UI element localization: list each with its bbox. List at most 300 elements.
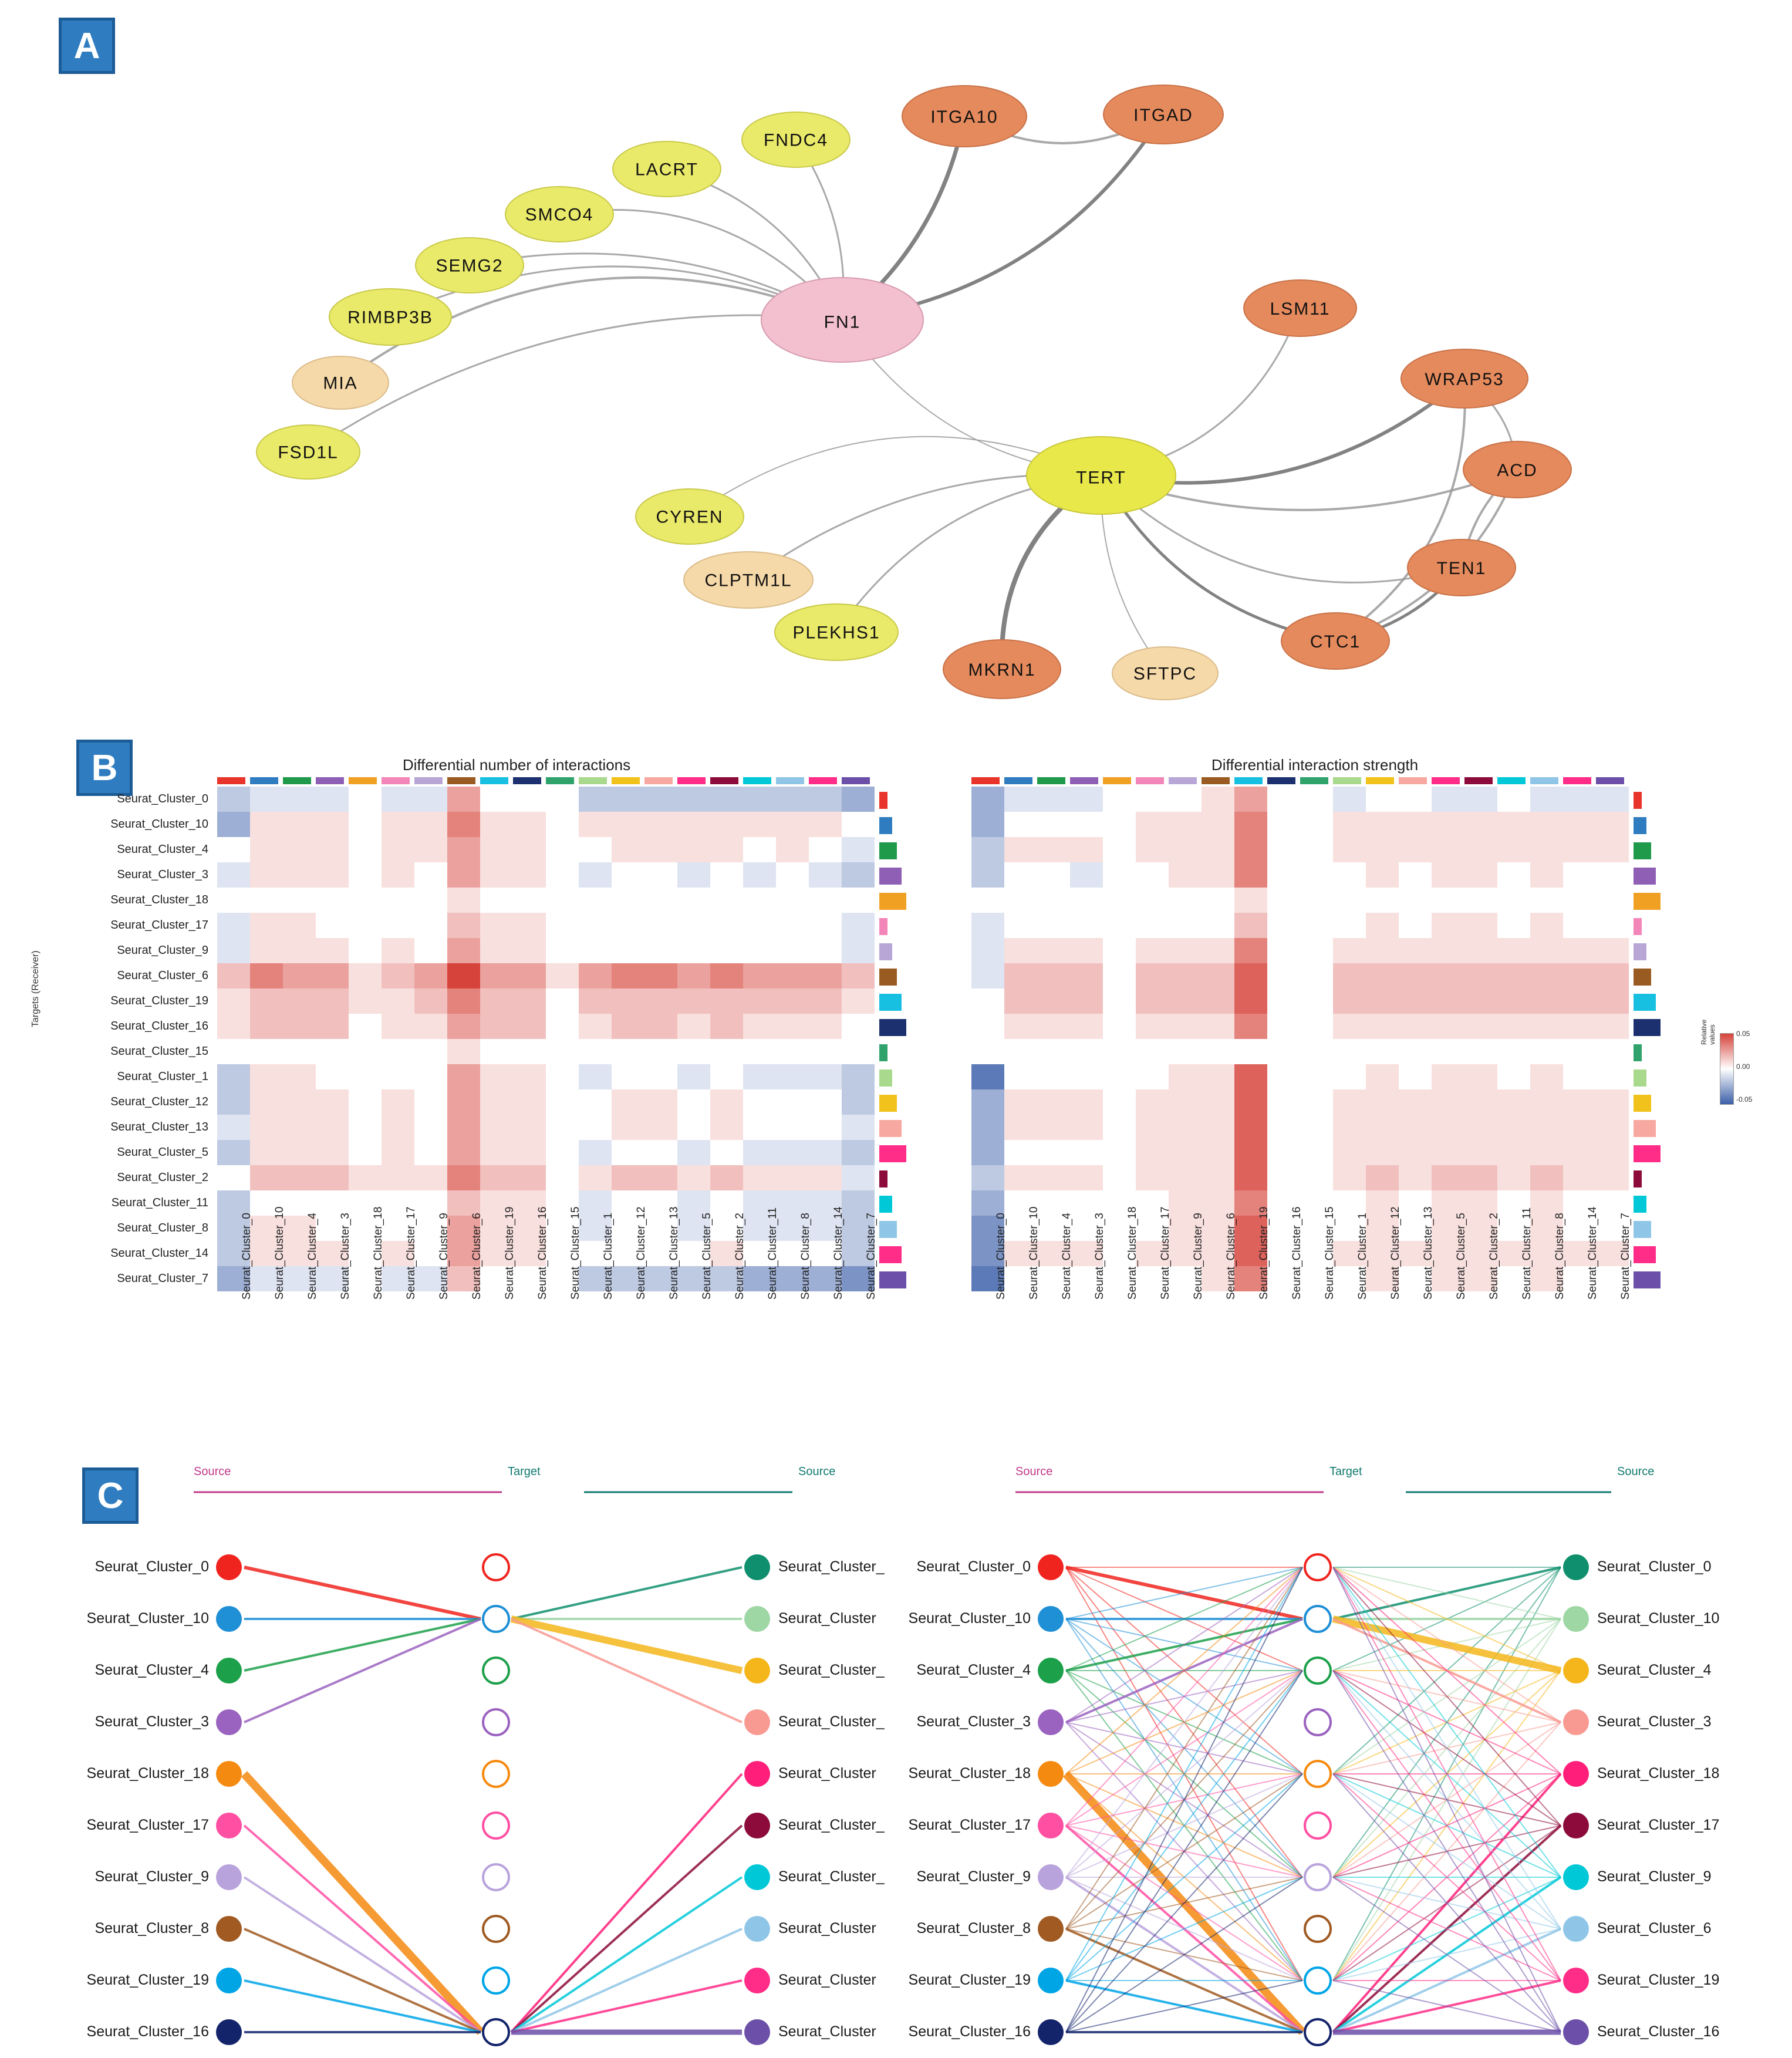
source-node-right[interactable]	[744, 1709, 770, 1735]
source-node-right[interactable]	[744, 2019, 770, 2045]
heatmap-cell[interactable]	[743, 888, 776, 913]
heatmap-cell[interactable]	[842, 1165, 875, 1190]
heatmap-cell[interactable]	[1596, 913, 1629, 938]
heatmap-cell[interactable]	[809, 888, 842, 913]
heatmap-cell[interactable]	[1267, 988, 1300, 1014]
heatmap-cell[interactable]	[283, 988, 316, 1014]
heatmap-cell[interactable]	[513, 812, 546, 837]
network-node-lsm11[interactable]	[1244, 280, 1356, 336]
heatmap-cell[interactable]	[1267, 1039, 1300, 1064]
heatmap-cell[interactable]	[283, 1165, 316, 1190]
source-node[interactable]	[1038, 1864, 1064, 1890]
heatmap-cell[interactable]	[1497, 812, 1530, 837]
heatmap-cell[interactable]	[283, 1014, 316, 1039]
heatmap-cell[interactable]	[250, 1064, 283, 1089]
heatmap-cell[interactable]	[809, 1014, 842, 1039]
heatmap-cell[interactable]	[579, 1014, 612, 1039]
heatmap-cell[interactable]	[1530, 888, 1563, 913]
heatmap-cell[interactable]	[971, 862, 1004, 888]
heatmap-cell[interactable]	[1596, 1165, 1629, 1190]
source-node[interactable]	[1038, 1968, 1064, 1993]
heatmap-cell[interactable]	[971, 888, 1004, 913]
heatmap-cell[interactable]	[1399, 1039, 1432, 1064]
heatmap-cell[interactable]	[250, 1165, 283, 1190]
heatmap-cell[interactable]	[971, 913, 1004, 938]
heatmap-cell[interactable]	[1169, 1165, 1202, 1190]
heatmap-cell[interactable]	[447, 988, 480, 1014]
heatmap-cell[interactable]	[1596, 862, 1629, 888]
heatmap-cell[interactable]	[1103, 1140, 1136, 1165]
heatmap-cell[interactable]	[1103, 812, 1136, 837]
heatmap-cell[interactable]	[1563, 1014, 1596, 1039]
source-node-right[interactable]	[744, 1916, 770, 1942]
heatmap-cell[interactable]	[1070, 963, 1103, 988]
heatmap-cell[interactable]	[283, 888, 316, 913]
heatmap-cell[interactable]	[414, 812, 447, 837]
heatmap-cell[interactable]	[971, 1089, 1004, 1115]
heatmap-cell[interactable]	[414, 862, 447, 888]
heatmap-cell[interactable]	[1497, 1115, 1530, 1140]
heatmap-cell[interactable]	[1464, 812, 1497, 837]
heatmap-cell[interactable]	[480, 913, 513, 938]
heatmap-cell[interactable]	[776, 1140, 809, 1165]
heatmap-cell[interactable]	[1333, 963, 1366, 988]
heatmap-cell[interactable]	[1103, 988, 1136, 1014]
heatmap-cell[interactable]	[1333, 1115, 1366, 1140]
heatmap-cell[interactable]	[1530, 1014, 1563, 1039]
source-node-right[interactable]	[744, 1658, 770, 1683]
heatmap-cell[interactable]	[217, 888, 250, 913]
heatmap-cell[interactable]	[1070, 837, 1103, 862]
heatmap-cell[interactable]	[710, 988, 743, 1014]
network-node-itgad[interactable]	[1103, 85, 1223, 144]
heatmap-cell[interactable]	[513, 862, 546, 888]
heatmap-cell[interactable]	[776, 888, 809, 913]
heatmap-cell[interactable]	[447, 963, 480, 988]
heatmap-cell[interactable]	[1596, 1014, 1629, 1039]
heatmap-cell[interactable]	[1563, 1115, 1596, 1140]
heatmap-cell[interactable]	[513, 1064, 546, 1089]
heatmap-cell[interactable]	[480, 963, 513, 988]
heatmap-cell[interactable]	[1530, 913, 1563, 938]
heatmap-cell[interactable]	[710, 837, 743, 862]
network-node-fn1[interactable]	[761, 278, 923, 362]
heatmap-cell[interactable]	[677, 1140, 710, 1165]
heatmap-cell[interactable]	[1399, 1064, 1432, 1089]
heatmap-cell[interactable]	[776, 1064, 809, 1089]
heatmap-cell[interactable]	[1333, 1064, 1366, 1089]
target-node[interactable]	[1305, 1813, 1331, 1838]
heatmap-cell[interactable]	[776, 1165, 809, 1190]
heatmap-cell[interactable]	[316, 1039, 349, 1064]
heatmap-cell[interactable]	[1136, 988, 1169, 1014]
source-node-right[interactable]	[1563, 2019, 1589, 2045]
heatmap-cell[interactable]	[1037, 913, 1070, 938]
heatmap-cell[interactable]	[1497, 1014, 1530, 1039]
heatmap-cell[interactable]	[1366, 1115, 1399, 1140]
heatmap-cell[interactable]	[776, 1115, 809, 1140]
heatmap-cell[interactable]	[1596, 812, 1629, 837]
heatmap-cell[interactable]	[1563, 913, 1596, 938]
heatmap-cell[interactable]	[382, 888, 414, 913]
heatmap-cell[interactable]	[579, 1165, 612, 1190]
heatmap-cell[interactable]	[1399, 1115, 1432, 1140]
heatmap-cell[interactable]	[1103, 787, 1136, 812]
heatmap-cell[interactable]	[677, 988, 710, 1014]
heatmap-cell[interactable]	[1103, 1064, 1136, 1089]
heatmap-cell[interactable]	[1103, 913, 1136, 938]
heatmap-cell[interactable]	[1202, 787, 1234, 812]
heatmap-cell[interactable]	[1136, 1039, 1169, 1064]
heatmap-cell[interactable]	[1037, 888, 1070, 913]
heatmap-cell[interactable]	[316, 1064, 349, 1089]
heatmap-cell[interactable]	[283, 1140, 316, 1165]
heatmap-cell[interactable]	[480, 812, 513, 837]
heatmap-cell[interactable]	[809, 862, 842, 888]
heatmap-cell[interactable]	[1333, 1039, 1366, 1064]
heatmap-cell[interactable]	[1333, 1165, 1366, 1190]
heatmap-cell[interactable]	[1070, 988, 1103, 1014]
heatmap-cell[interactable]	[1432, 1089, 1464, 1115]
heatmap-cell[interactable]	[644, 1064, 677, 1089]
heatmap-cell[interactable]	[710, 913, 743, 938]
heatmap-cell[interactable]	[842, 1140, 875, 1165]
heatmap-cell[interactable]	[1563, 1165, 1596, 1190]
heatmap-cell[interactable]	[1267, 1165, 1300, 1190]
heatmap-cell[interactable]	[612, 1140, 644, 1165]
heatmap-cell[interactable]	[579, 837, 612, 862]
heatmap-cell[interactable]	[579, 913, 612, 938]
heatmap-cell[interactable]	[1596, 1190, 1629, 1216]
heatmap-cell[interactable]	[1202, 1089, 1234, 1115]
heatmap-cell[interactable]	[1004, 963, 1037, 988]
heatmap-cell[interactable]	[1267, 963, 1300, 988]
heatmap-cell[interactable]	[1202, 1014, 1234, 1039]
heatmap-cell[interactable]	[1596, 1064, 1629, 1089]
heatmap-cell[interactable]	[809, 938, 842, 963]
heatmap-cell[interactable]	[480, 1115, 513, 1140]
heatmap-cell[interactable]	[579, 1140, 612, 1165]
heatmap-cell[interactable]	[1136, 862, 1169, 888]
heatmap-cell[interactable]	[250, 1089, 283, 1115]
heatmap-cell[interactable]	[710, 1039, 743, 1064]
heatmap-cell[interactable]	[1103, 1014, 1136, 1039]
heatmap-cell[interactable]	[842, 1014, 875, 1039]
heatmap-cell[interactable]	[1563, 1089, 1596, 1115]
heatmap-cell[interactable]	[447, 1165, 480, 1190]
heatmap-cell[interactable]	[1103, 862, 1136, 888]
heatmap-cell[interactable]	[250, 1014, 283, 1039]
heatmap-cell[interactable]	[1399, 938, 1432, 963]
heatmap-cell[interactable]	[1497, 963, 1530, 988]
target-node[interactable]	[483, 1864, 509, 1890]
heatmap-cell[interactable]	[316, 913, 349, 938]
heatmap-cell[interactable]	[1432, 1190, 1464, 1216]
heatmap-cell[interactable]	[842, 1190, 875, 1216]
heatmap-cell[interactable]	[1234, 938, 1267, 963]
heatmap-cell[interactable]	[546, 913, 579, 938]
heatmap-cell[interactable]	[1596, 1089, 1629, 1115]
heatmap-cell[interactable]	[612, 938, 644, 963]
heatmap-cell[interactable]	[1070, 812, 1103, 837]
heatmap-cell[interactable]	[1596, 888, 1629, 913]
heatmap-cell[interactable]	[809, 812, 842, 837]
heatmap-cell[interactable]	[1267, 862, 1300, 888]
heatmap-cell[interactable]	[546, 787, 579, 812]
heatmap-cell[interactable]	[1497, 1140, 1530, 1165]
heatmap-cell[interactable]	[710, 862, 743, 888]
heatmap-cell[interactable]	[283, 963, 316, 988]
source-node-right[interactable]	[1563, 1554, 1589, 1580]
network-node-smco4[interactable]	[505, 187, 613, 242]
heatmap-cell[interactable]	[447, 1039, 480, 1064]
heatmap-cell[interactable]	[1103, 888, 1136, 913]
heatmap-cell[interactable]	[1464, 1115, 1497, 1140]
heatmap-cell[interactable]	[1464, 1140, 1497, 1165]
heatmap-cell[interactable]	[809, 1115, 842, 1140]
heatmap-cell[interactable]	[677, 938, 710, 963]
heatmap-cell[interactable]	[710, 1089, 743, 1115]
heatmap-cell[interactable]	[316, 812, 349, 837]
heatmap-cell[interactable]	[776, 1190, 809, 1216]
heatmap-cell[interactable]	[677, 913, 710, 938]
heatmap-cell[interactable]	[250, 988, 283, 1014]
heatmap-cell[interactable]	[414, 1039, 447, 1064]
heatmap-cell[interactable]	[1563, 1039, 1596, 1064]
heatmap-cell[interactable]	[971, 1190, 1004, 1216]
heatmap-cell[interactable]	[316, 1089, 349, 1115]
heatmap-cell[interactable]	[809, 963, 842, 988]
heatmap-cell[interactable]	[1563, 862, 1596, 888]
heatmap-cell[interactable]	[1037, 862, 1070, 888]
heatmap-cell[interactable]	[546, 1039, 579, 1064]
heatmap-cell[interactable]	[743, 862, 776, 888]
heatmap-cell[interactable]	[612, 1089, 644, 1115]
heatmap-cell[interactable]	[1070, 787, 1103, 812]
heatmap-cell[interactable]	[1234, 1039, 1267, 1064]
heatmap-cell[interactable]	[971, 1165, 1004, 1190]
heatmap-cell[interactable]	[1464, 1014, 1497, 1039]
heatmap-cell[interactable]	[349, 1115, 382, 1140]
target-node[interactable]	[483, 1658, 509, 1683]
heatmap-cell[interactable]	[677, 1190, 710, 1216]
heatmap-cell[interactable]	[1530, 1064, 1563, 1089]
heatmap-cell[interactable]	[480, 1165, 513, 1190]
heatmap-cell[interactable]	[1366, 862, 1399, 888]
heatmap-cell[interactable]	[414, 1064, 447, 1089]
heatmap-cell[interactable]	[1136, 1064, 1169, 1089]
heatmap-cell[interactable]	[480, 837, 513, 862]
heatmap-cell[interactable]	[579, 988, 612, 1014]
target-node[interactable]	[1305, 1916, 1331, 1942]
target-node[interactable]	[1305, 1968, 1331, 1993]
heatmap-cell[interactable]	[677, 812, 710, 837]
heatmap-cell[interactable]	[250, 963, 283, 988]
heatmap-cell[interactable]	[971, 787, 1004, 812]
heatmap-cell[interactable]	[1333, 862, 1366, 888]
heatmap-cell[interactable]	[217, 1165, 250, 1190]
heatmap-cell[interactable]	[971, 1014, 1004, 1039]
heatmap-cell[interactable]	[1004, 1039, 1037, 1064]
heatmap-cell[interactable]	[710, 1115, 743, 1140]
heatmap-cell[interactable]	[1366, 913, 1399, 938]
heatmap-cell[interactable]	[1202, 988, 1234, 1014]
heatmap-cell[interactable]	[382, 1089, 414, 1115]
heatmap-cell[interactable]	[710, 888, 743, 913]
heatmap-cell[interactable]	[1333, 988, 1366, 1014]
heatmap-cell[interactable]	[1596, 1115, 1629, 1140]
heatmap-cell[interactable]	[644, 812, 677, 837]
heatmap-cell[interactable]	[710, 938, 743, 963]
heatmap-cell[interactable]	[1497, 837, 1530, 862]
heatmap-cell[interactable]	[1202, 963, 1234, 988]
heatmap-cell[interactable]	[1300, 1039, 1333, 1064]
heatmap-cell[interactable]	[743, 1014, 776, 1039]
heatmap-cell[interactable]	[1432, 988, 1464, 1014]
heatmap-cell[interactable]	[1333, 1014, 1366, 1039]
heatmap-cell[interactable]	[1004, 862, 1037, 888]
heatmap-cell[interactable]	[1497, 938, 1530, 963]
source-node-right[interactable]	[1563, 1916, 1589, 1942]
heatmap-cell[interactable]	[1333, 1089, 1366, 1115]
heatmap-cell[interactable]	[1169, 1089, 1202, 1115]
heatmap-cell[interactable]	[776, 837, 809, 862]
heatmap-cell[interactable]	[546, 1064, 579, 1089]
heatmap-cell[interactable]	[1530, 862, 1563, 888]
heatmap-cell[interactable]	[809, 837, 842, 862]
heatmap-cell[interactable]	[546, 1165, 579, 1190]
heatmap-cell[interactable]	[217, 1140, 250, 1165]
heatmap-cell[interactable]	[1037, 988, 1070, 1014]
heatmap-cell[interactable]	[513, 1140, 546, 1165]
heatmap-cell[interactable]	[1432, 938, 1464, 963]
heatmap-cell[interactable]	[349, 812, 382, 837]
heatmap-cell[interactable]	[316, 963, 349, 988]
heatmap-cell[interactable]	[1234, 1064, 1267, 1089]
target-node[interactable]	[1305, 1761, 1331, 1787]
network-node-lacrt[interactable]	[613, 141, 721, 197]
heatmap-cell[interactable]	[447, 888, 480, 913]
heatmap-cell[interactable]	[382, 812, 414, 837]
heatmap-cell[interactable]	[1366, 963, 1399, 988]
heatmap-cell[interactable]	[809, 1140, 842, 1165]
heatmap-cell[interactable]	[349, 1165, 382, 1190]
heatmap-cell[interactable]	[1037, 787, 1070, 812]
heatmap-cell[interactable]	[447, 812, 480, 837]
heatmap-cell[interactable]	[1004, 1014, 1037, 1039]
heatmap-cell[interactable]	[1596, 1039, 1629, 1064]
network-node-semg2[interactable]	[416, 238, 524, 293]
source-node[interactable]	[216, 1864, 242, 1890]
heatmap-cell[interactable]	[349, 1064, 382, 1089]
heatmap-cell[interactable]	[1136, 1089, 1169, 1115]
heatmap-cell[interactable]	[1234, 812, 1267, 837]
heatmap-cell[interactable]	[1464, 1064, 1497, 1089]
source-node[interactable]	[216, 1916, 242, 1942]
heatmap-cell[interactable]	[1202, 812, 1234, 837]
heatmap-cell[interactable]	[1399, 1014, 1432, 1039]
source-node-right[interactable]	[1563, 1864, 1589, 1890]
heatmap-cell[interactable]	[480, 1014, 513, 1039]
heatmap-cell[interactable]	[1234, 862, 1267, 888]
heatmap-cell[interactable]	[743, 1039, 776, 1064]
target-node[interactable]	[1305, 2019, 1331, 2045]
heatmap-cell[interactable]	[1333, 812, 1366, 837]
heatmap-cell[interactable]	[579, 1039, 612, 1064]
heatmap-cell[interactable]	[1136, 812, 1169, 837]
heatmap-cell[interactable]	[349, 963, 382, 988]
heatmap-cell[interactable]	[1497, 787, 1530, 812]
source-node[interactable]	[1038, 1709, 1064, 1735]
heatmap-cell[interactable]	[217, 812, 250, 837]
heatmap-cell[interactable]	[1234, 1014, 1267, 1039]
heatmap-cell[interactable]	[447, 862, 480, 888]
heatmap-cell[interactable]	[349, 1140, 382, 1165]
heatmap-cell[interactable]	[382, 913, 414, 938]
heatmap-cell[interactable]	[1300, 862, 1333, 888]
heatmap-cell[interactable]	[612, 1014, 644, 1039]
heatmap-cell[interactable]	[1366, 1140, 1399, 1165]
heatmap-cell[interactable]	[612, 837, 644, 862]
network-node-fsd1l[interactable]	[257, 425, 360, 479]
heatmap-cell[interactable]	[1563, 837, 1596, 862]
source-node[interactable]	[216, 1658, 242, 1683]
heatmap-cell[interactable]	[1103, 938, 1136, 963]
heatmap-cell[interactable]	[644, 938, 677, 963]
source-node-right[interactable]	[1563, 1968, 1589, 1993]
heatmap-cell[interactable]	[644, 1140, 677, 1165]
heatmap-cell[interactable]	[1432, 837, 1464, 862]
network-node-fndc4[interactable]	[742, 112, 850, 167]
heatmap-cell[interactable]	[1234, 988, 1267, 1014]
heatmap-cell[interactable]	[677, 787, 710, 812]
heatmap-cell[interactable]	[513, 1165, 546, 1190]
heatmap-cell[interactable]	[842, 1064, 875, 1089]
heatmap-cell[interactable]	[1432, 1014, 1464, 1039]
heatmap-cell[interactable]	[546, 1014, 579, 1039]
heatmap-cell[interactable]	[579, 963, 612, 988]
heatmap-cell[interactable]	[1366, 988, 1399, 1014]
heatmap-cell[interactable]	[1464, 888, 1497, 913]
heatmap-cell[interactable]	[1399, 888, 1432, 913]
heatmap-cell[interactable]	[1333, 1140, 1366, 1165]
heatmap-cell[interactable]	[217, 837, 250, 862]
heatmap-cell[interactable]	[743, 1089, 776, 1115]
heatmap-cell[interactable]	[283, 787, 316, 812]
heatmap-cell[interactable]	[842, 862, 875, 888]
heatmap-cell[interactable]	[447, 1140, 480, 1165]
heatmap-cell[interactable]	[546, 1089, 579, 1115]
heatmap-cell[interactable]	[1169, 963, 1202, 988]
heatmap-cell[interactable]	[1169, 787, 1202, 812]
heatmap-cell[interactable]	[414, 888, 447, 913]
heatmap-cell[interactable]	[1333, 913, 1366, 938]
heatmap-cell[interactable]	[1300, 787, 1333, 812]
heatmap-cell[interactable]	[447, 1089, 480, 1115]
source-node-right[interactable]	[744, 1813, 770, 1838]
heatmap-cell[interactable]	[480, 1140, 513, 1165]
heatmap-cell[interactable]	[710, 812, 743, 837]
heatmap-cell[interactable]	[1169, 1064, 1202, 1089]
heatmap-cell[interactable]	[612, 862, 644, 888]
heatmap-cell[interactable]	[1366, 812, 1399, 837]
heatmap-cell[interactable]	[1432, 1039, 1464, 1064]
heatmap-cell[interactable]	[480, 988, 513, 1014]
source-node-right[interactable]	[744, 1606, 770, 1632]
heatmap-cell[interactable]	[283, 938, 316, 963]
heatmap-cell[interactable]	[842, 787, 875, 812]
heatmap-cell[interactable]	[283, 837, 316, 862]
